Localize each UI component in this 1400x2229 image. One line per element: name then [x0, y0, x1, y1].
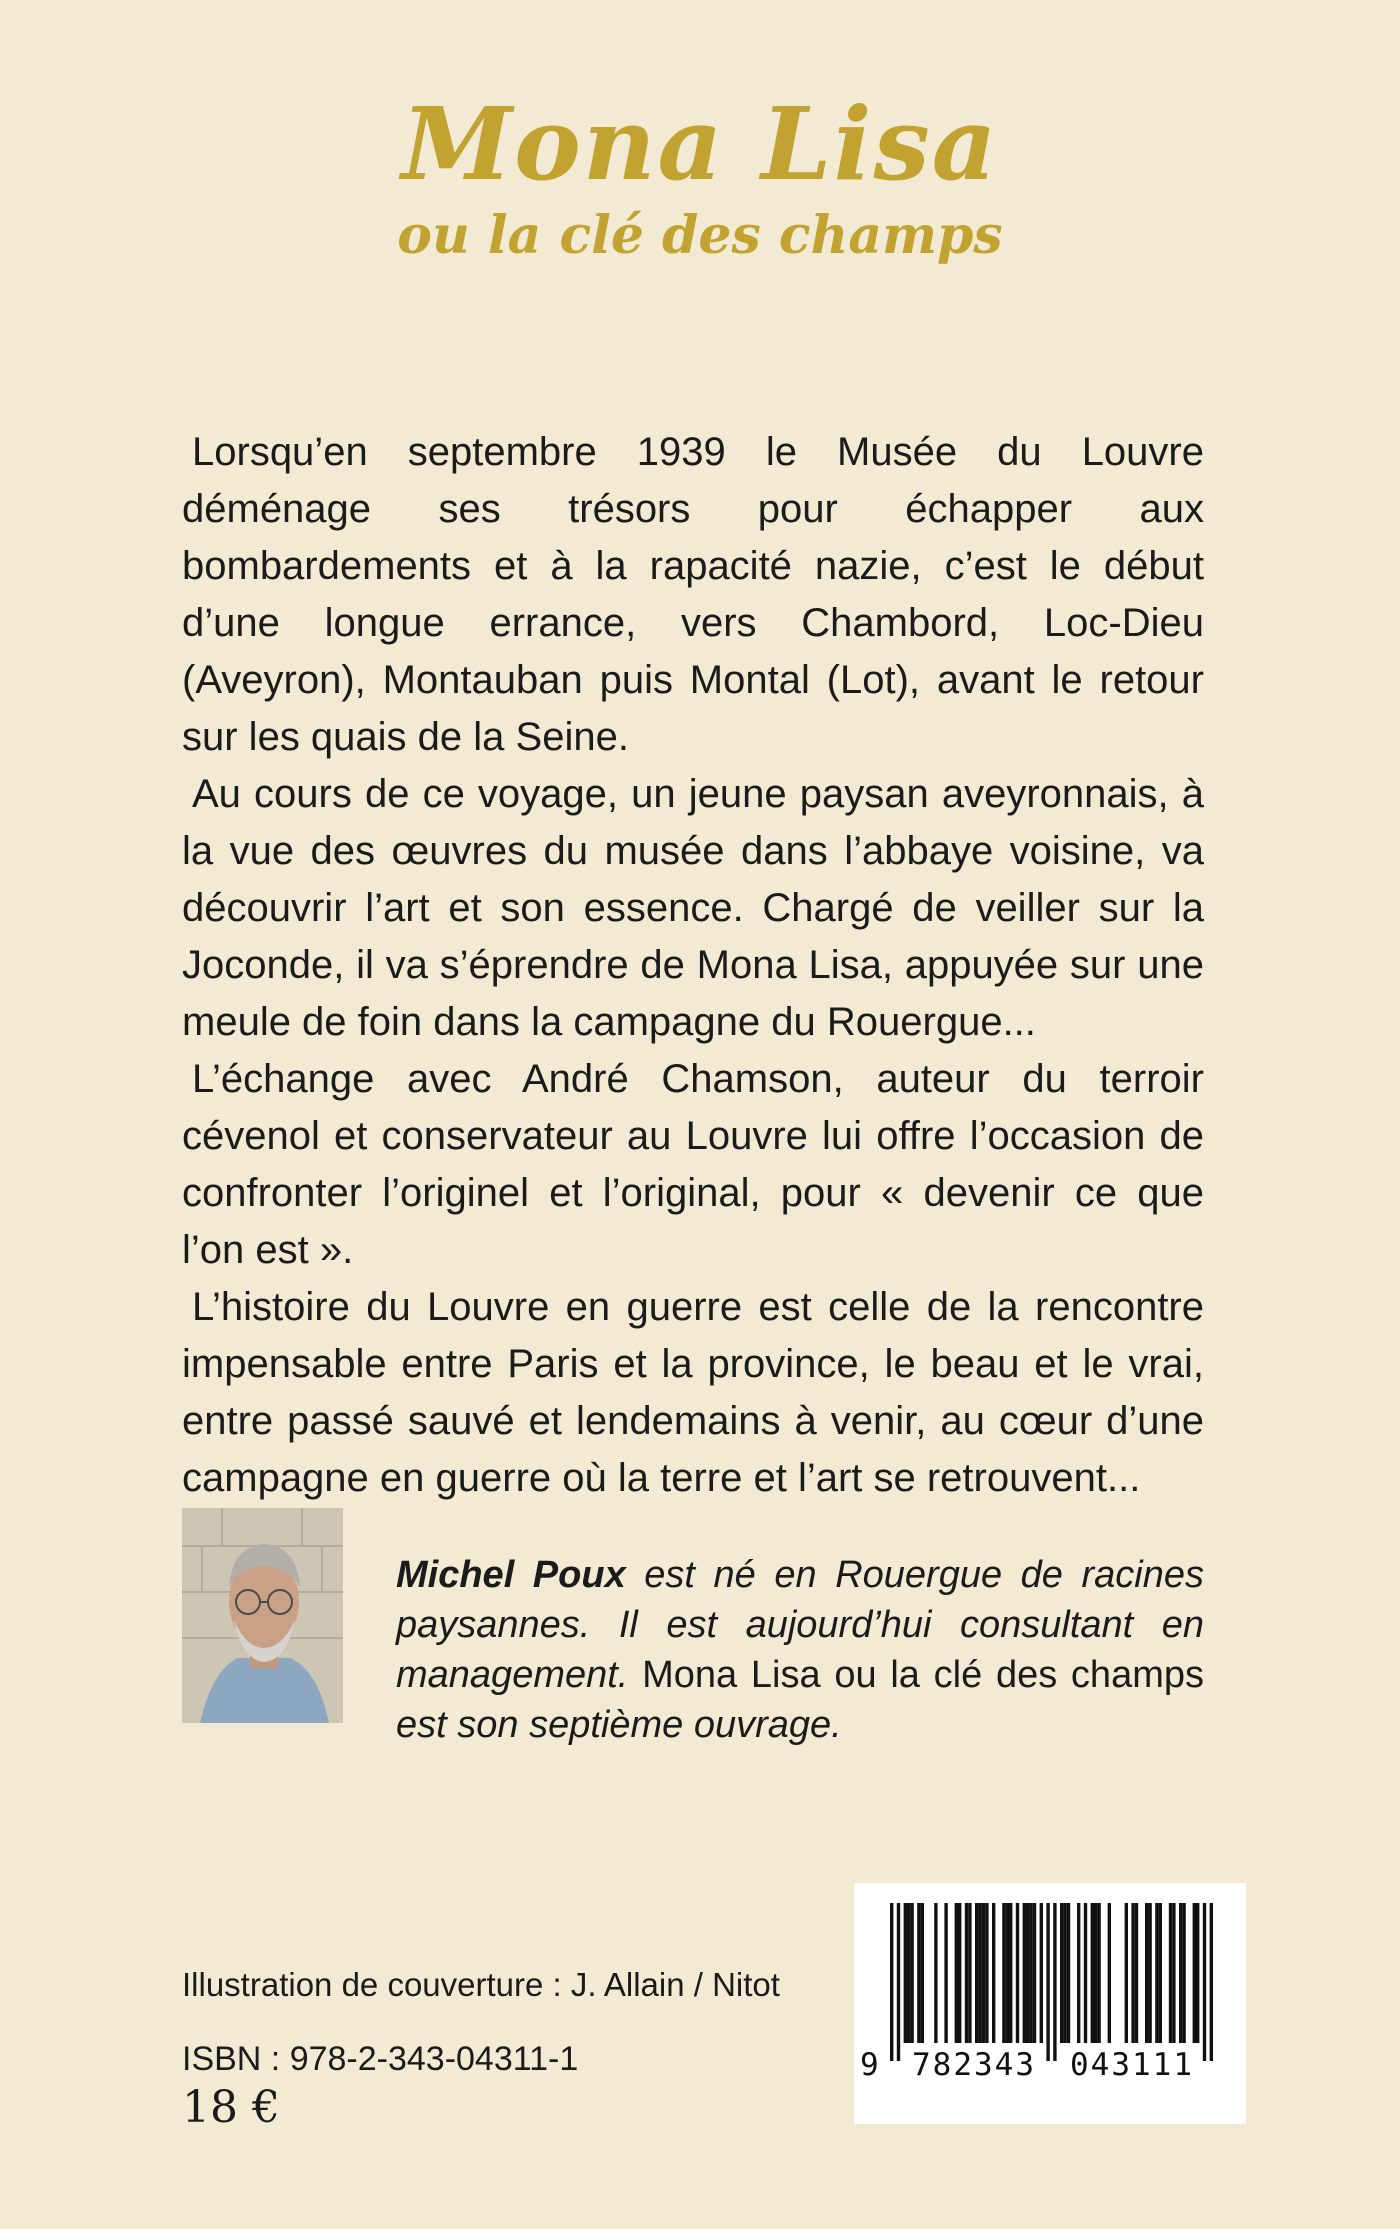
barcode-digits: [854, 2045, 1246, 2085]
barcode-bars-graphic: [890, 1903, 1213, 2063]
isbn: ISBN : 978-2-343-04311-1: [182, 2040, 579, 2078]
author-bio: [396, 1550, 1204, 1750]
author-bio-end: est son septième ouvrage.: [396, 1704, 842, 1746]
barcode-digit-group: 782343: [912, 2047, 1036, 2083]
barcode-digit-group: 043111: [1070, 2047, 1194, 2083]
author-name: Michel Poux: [396, 1554, 626, 1596]
title-block: [0, 85, 1400, 266]
book-title: Mona Lisa: [401, 85, 999, 203]
synopsis: [182, 424, 1204, 1507]
illustration-credit: Illustration de couverture : J. Allain / Nitot: [182, 1966, 780, 2003]
synopsis-paragraph: L’échange avec André Chamson, auteur du terroir cévenol et conservateur au Louvre lui offre l’occasion de confronter l’originel et l’original, pour « devenir ce que l’on est ».: [182, 1057, 1204, 1272]
synopsis-paragraph: Au cours de ce voyage, un jeune paysan aveyronnais, à la vue des œuvres du musée dans l’abbaye voisine, va découvrir l’art et son essence. Chargé de veiller sur la Joconde, il va s’éprendre de Mona Lisa, appuyée sur une meule de foin dans la campagne du Rouergue...: [182, 772, 1204, 1044]
synopsis-paragraph: Lorsqu’en septembre 1939 le Musée du Louvre déménage ses trésors pour échapper aux bombardements et à la rapacité nazie, c’est le début d’une longue errance, vers Chambord, Loc-Dieu (Aveyron), Montauban puis Montal (Lot), avant le retour sur les quais de la Seine.: [182, 430, 1204, 759]
synopsis-paragraph: L’histoire du Louvre en guerre est celle de la rencontre impensable entre Paris et la province, le beau et le vrai, entre passé sauvé et lendemains à venir, au cœur d’une campagne en guerre où la terre et l’art se retrouvent...: [182, 1285, 1204, 1500]
author-bio-text: est né en Rouergue de racines paysannes. Il est aujourd’hui consultant en management.: [396, 1554, 1204, 1696]
book-title-inline: Mona Lisa ou la clé des champs: [642, 1654, 1204, 1696]
barcode: [854, 1883, 1246, 2124]
author-section: [182, 1508, 1204, 1750]
book-subtitle: ou la clé des champs: [397, 205, 1003, 266]
price: 18 €: [182, 2082, 280, 2133]
author-photo: [182, 1508, 343, 1723]
barcode-digit-group: 9: [860, 2047, 879, 2083]
